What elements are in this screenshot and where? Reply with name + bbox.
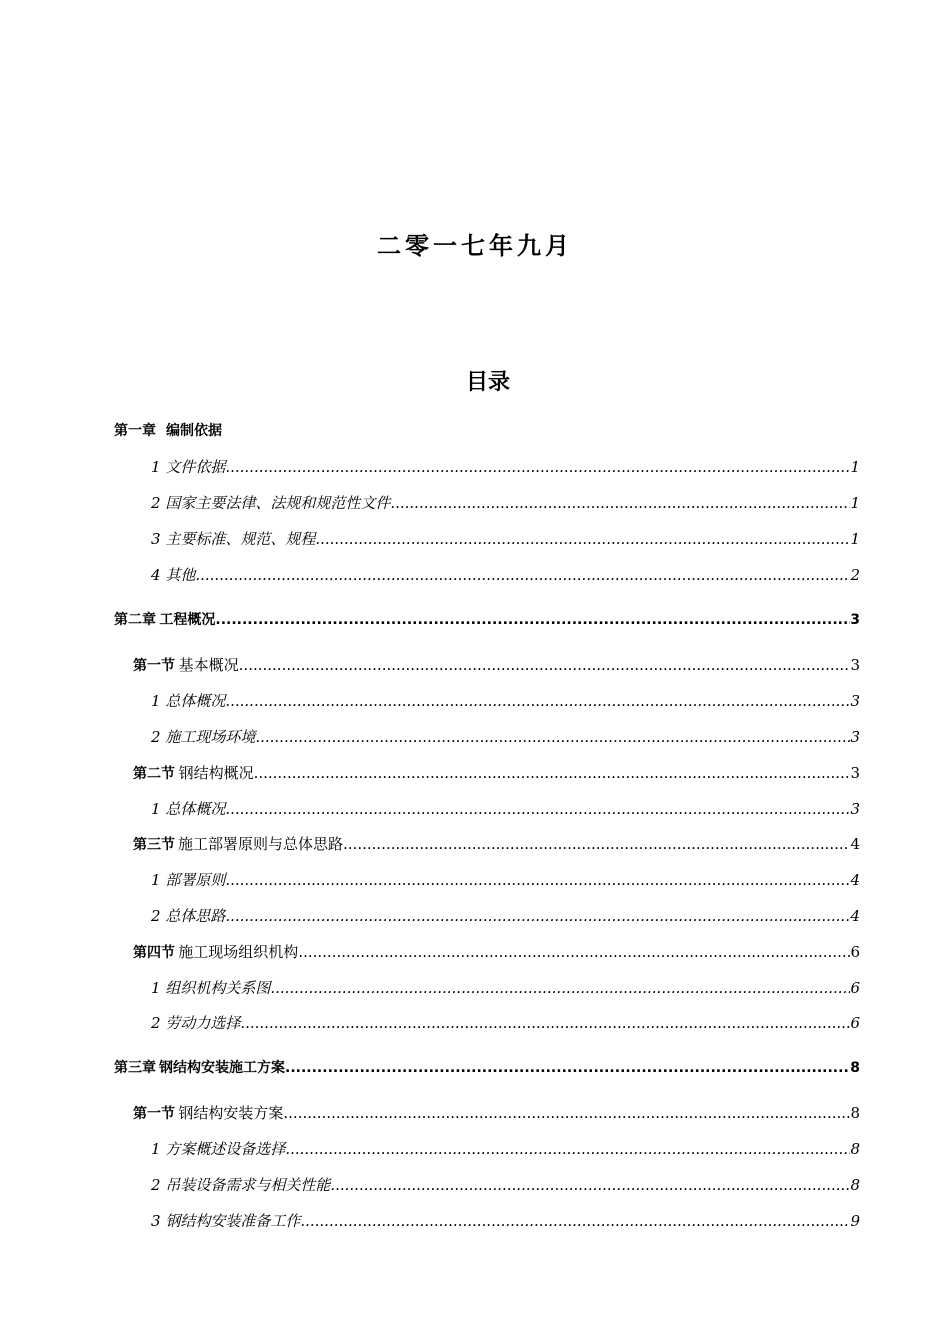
toc-entry-number: 2: [151, 494, 161, 512]
toc-dot-leader: [283, 1102, 850, 1124]
toc-entry-number: 2: [151, 907, 161, 925]
toc-entry-title: 组织机构关系图: [165, 979, 271, 997]
toc-entry-chapter[interactable]: [114, 420, 860, 442]
toc-dot-leader: [195, 564, 850, 586]
toc-entry-title: 部署原则: [165, 871, 226, 889]
toc-entry-title: 基本概况: [178, 656, 239, 674]
toc-entry-number: 1: [151, 979, 161, 997]
toc-entry-title: 总体概况: [165, 692, 226, 710]
toc-page-number: 1: [850, 494, 860, 512]
toc-entry-item[interactable]: [151, 798, 860, 820]
toc-entry-title: 总体思路: [165, 907, 226, 925]
toc-dot-leader: [343, 833, 850, 855]
toc-entry-number: 3: [151, 1212, 161, 1230]
toc-entry-section[interactable]: [133, 833, 860, 855]
toc-title: 目录: [465, 370, 510, 395]
toc-page-number: 4: [850, 835, 860, 853]
toc-entry-item[interactable]: [151, 905, 860, 927]
toc-entry-item[interactable]: [151, 564, 860, 586]
toc-dot-leader: [240, 1012, 850, 1034]
toc-dot-leader: [298, 941, 850, 963]
toc-entry-title: 其他: [165, 566, 196, 584]
toc-entry-title: 主要标准、规范、规程: [165, 530, 316, 548]
toc-dot-leader: [285, 1057, 850, 1079]
toc-page-number: 3: [850, 728, 860, 746]
toc-entry-number: 2: [151, 728, 161, 746]
toc-entry-number: 1: [151, 458, 161, 476]
toc-entry-number: 第一节: [133, 1106, 175, 1122]
toc-entry-number: 第三节: [133, 837, 175, 853]
toc-page-number: 6: [850, 1014, 860, 1032]
toc-entry-title: 国家主要法律、法规和规范性文件: [165, 494, 391, 512]
toc-dot-leader: [390, 492, 850, 514]
toc-entry-chapter[interactable]: [114, 609, 860, 631]
toc-entry-title: 钢结构安装施工方案: [159, 1060, 286, 1076]
toc-dot-leader: [330, 1174, 850, 1196]
toc-entry-item[interactable]: [151, 492, 860, 514]
toc-entry-number: 1: [151, 871, 161, 889]
toc-page-number: 3: [850, 612, 860, 628]
toc-entry-number: 1: [151, 692, 161, 710]
toc-page-number: 3: [850, 764, 860, 782]
toc-entry-number: 1: [151, 800, 161, 818]
toc-page-number: 3: [850, 800, 860, 818]
toc-entry-title: 吊装设备需求与相关性能: [165, 1176, 331, 1194]
toc-entry-number: 第二节: [133, 766, 175, 782]
toc-dot-leader: [270, 977, 850, 999]
document-date-title: 二零一七年九月: [377, 231, 573, 260]
toc-entry-section[interactable]: [133, 762, 860, 784]
toc-entry-number: 第一章: [114, 423, 156, 439]
toc-dot-leader: [225, 869, 850, 891]
toc-entry-title: 钢结构概况: [178, 764, 254, 782]
toc-page-number: 8: [850, 1060, 860, 1076]
toc-entry-chapter[interactable]: [114, 1057, 860, 1079]
toc-page-number: 4: [850, 871, 860, 889]
toc-entry-title: 劳动力选择: [165, 1014, 241, 1032]
toc-page-number: 1: [850, 458, 860, 476]
toc-entry-number: 第一节: [133, 658, 175, 674]
toc-entry-title: 总体概况: [165, 800, 226, 818]
toc-entry-item[interactable]: [151, 528, 860, 550]
toc-entry-title: 钢结构安装方案: [178, 1104, 284, 1122]
toc-entry-number: 第三章: [114, 1060, 156, 1076]
toc-dot-leader: [225, 456, 850, 478]
toc-entry-number: 2: [151, 1014, 161, 1032]
toc-page-number: 2: [850, 566, 860, 584]
toc-entry-number: 1: [151, 1140, 161, 1158]
toc-entry-title: 施工部署原则与总体思路: [178, 835, 344, 853]
toc-page-number: 3: [850, 656, 860, 674]
toc-entry-number: 3: [151, 530, 161, 548]
toc-entry-section[interactable]: [133, 941, 860, 963]
toc-page-number: 6: [850, 943, 860, 961]
toc-entry-item[interactable]: [151, 1012, 860, 1034]
toc-page-number: 1: [850, 530, 860, 548]
toc-entry-item[interactable]: [151, 456, 860, 478]
toc-page-number: 3: [850, 692, 860, 710]
toc-entry-section[interactable]: [133, 1102, 860, 1124]
toc-entry-title: 施工现场环境: [165, 728, 256, 746]
toc-entry-number: 2: [151, 1176, 161, 1194]
toc-entry-item[interactable]: [151, 726, 860, 748]
toc-entry-title: 钢结构安装准备工作: [165, 1212, 301, 1230]
toc-entry-title: 编制依据: [166, 423, 222, 439]
toc-page-number: 8: [850, 1140, 860, 1158]
toc-dot-leader: [315, 528, 850, 550]
toc-entry-number: 第二章: [114, 612, 156, 628]
toc-entry-number: 第四节: [133, 945, 175, 961]
toc-page-number: 6: [850, 979, 860, 997]
toc-entry-title: 工程概况: [159, 612, 216, 628]
toc-page-number: 4: [850, 907, 860, 925]
toc-dot-leader: [225, 798, 850, 820]
toc-entry-item[interactable]: [151, 1138, 860, 1160]
toc-entry-item[interactable]: [151, 1174, 860, 1196]
toc-page-number: 9: [850, 1212, 860, 1230]
toc-dot-leader: [300, 1210, 850, 1232]
toc-entry-section[interactable]: [133, 654, 860, 676]
toc-dot-leader: [225, 690, 850, 712]
toc-page-number: 8: [850, 1104, 860, 1122]
toc-entry-title: 方案概述设备选择: [165, 1140, 286, 1158]
toc-entry-item[interactable]: [151, 690, 860, 712]
toc-dot-leader: [255, 726, 850, 748]
toc-dot-leader: [225, 905, 850, 927]
toc-entry-item[interactable]: [151, 977, 860, 999]
toc-dot-leader: [239, 654, 851, 676]
toc-dot-leader: [254, 762, 851, 784]
toc-entry-title: 施工现场组织机构: [178, 943, 299, 961]
toc-dot-leader: [215, 609, 850, 631]
toc-page-number: 8: [850, 1176, 860, 1194]
toc-entry-item[interactable]: [151, 869, 860, 891]
toc-dot-leader: [285, 1138, 850, 1160]
toc-entry-title: 文件依据: [165, 458, 226, 476]
toc-entry-number: 4: [151, 566, 161, 584]
toc-entry-item[interactable]: [151, 1210, 860, 1232]
